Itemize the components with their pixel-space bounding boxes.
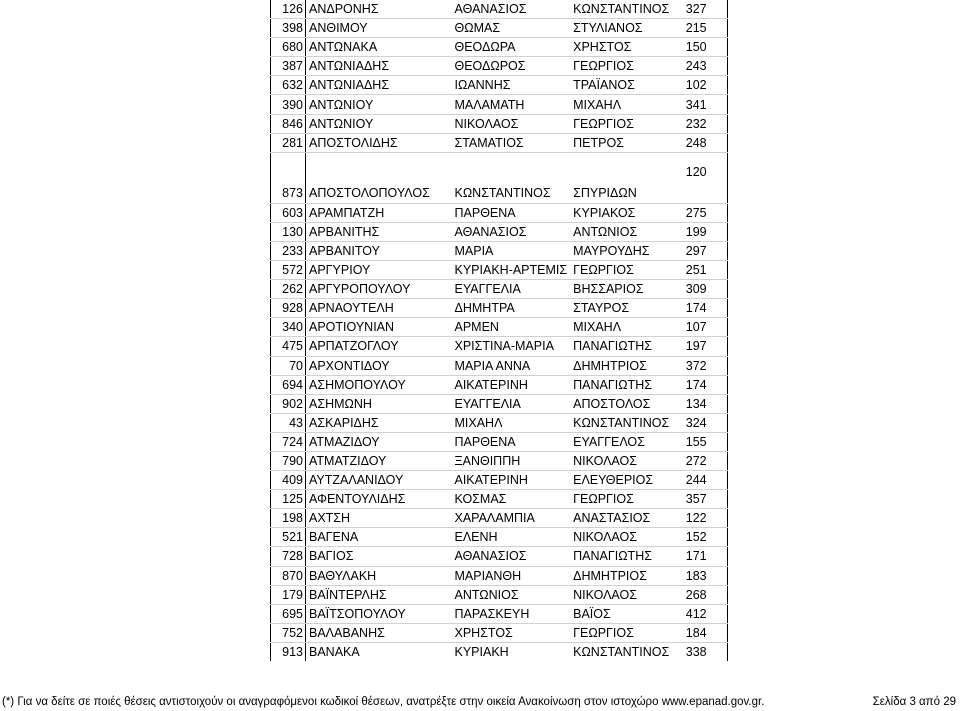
first-name-cell: ΧΡΙΣΤΙΝΑ-ΜΑΡΙΑ xyxy=(452,337,571,356)
position-code-cell: 152 xyxy=(673,528,727,547)
position-code-cell: 268 xyxy=(673,585,727,604)
position-code-cell: 183 xyxy=(673,566,727,585)
father-name-cell: ΤΡΑΪΑΝΟΣ xyxy=(570,76,673,95)
table-row xyxy=(271,241,728,260)
position-code-cell: 107 xyxy=(673,318,727,337)
position-code-cell: 309 xyxy=(673,280,727,299)
first-name-cell: ΣΤΑΜΑΤΙΟΣ xyxy=(452,133,571,152)
row-id-cell: 398 xyxy=(271,19,306,38)
father-name-cell: ΜΑΥΡΟΥΔΗΣ xyxy=(570,241,673,260)
surname-cell: ΑΤΜΑΤΖΙΔΟΥ xyxy=(306,451,452,470)
row-id-cell: 409 xyxy=(271,471,306,490)
first-name-cell: ΠΑΡΘΕΝΑ xyxy=(452,432,571,451)
table-row xyxy=(271,490,728,509)
position-code-cell: 272 xyxy=(673,451,727,470)
table-row xyxy=(271,318,728,337)
first-name-cell: ΑΘΑΝΑΣΙΟΣ xyxy=(452,547,571,566)
surname-cell: ΑΝΤΩΝΙΟΥ xyxy=(306,95,452,114)
first-name-cell: ΧΡΗΣΤΟΣ xyxy=(452,623,571,642)
row-id-cell: 387 xyxy=(271,57,306,76)
position-code-cell: 327 xyxy=(673,0,727,19)
father-name-cell: ΝΙΚΟΛΑΟΣ xyxy=(570,585,673,604)
surname-cell: ΑΝΤΩΝΑΚΑ xyxy=(306,38,452,57)
row-id-cell: 752 xyxy=(271,623,306,642)
row-id-cell: 928 xyxy=(271,299,306,318)
table-row xyxy=(271,114,728,133)
row-id-cell: 521 xyxy=(271,528,306,547)
first-name-cell: ΠΑΡΘΕΝΑ xyxy=(452,203,571,222)
father-name-cell: ΣΤΑΥΡΟΣ xyxy=(570,299,673,318)
row-id-cell: 632 xyxy=(271,76,306,95)
table-row xyxy=(271,585,728,604)
surname-cell: ΑΤΜΑΖΙΔΟΥ xyxy=(306,432,452,451)
surname-cell: ΑΝΤΩΝΙΟΥ xyxy=(306,114,452,133)
first-name-cell: ΑΝΤΩΝΙΟΣ xyxy=(452,585,571,604)
position-code-cell: 122 xyxy=(673,509,727,528)
surname-cell: ΑΣΗΜΟΠΟΥΛΟΥ xyxy=(306,375,452,394)
table-row xyxy=(271,57,728,76)
position-code-cell: 244 xyxy=(673,471,727,490)
table-row xyxy=(271,356,728,375)
table-row xyxy=(271,152,728,203)
table-row xyxy=(271,642,728,661)
position-code-cell: 341 xyxy=(673,95,727,114)
father-name-cell: ΑΠΟΣΤΟΛΟΣ xyxy=(570,394,673,413)
row-id-cell: 724 xyxy=(271,432,306,451)
first-name-cell: ΚΩΝΣΤΑΝΤΙΝΟΣ xyxy=(452,152,571,203)
row-id-cell: 70 xyxy=(271,356,306,375)
father-name-cell: ΕΥΑΓΓΕΛΟΣ xyxy=(570,432,673,451)
table-row xyxy=(271,451,728,470)
first-name-cell: ΘΕΟΔΩΡΟΣ xyxy=(452,57,571,76)
first-name-cell: ΙΩΑΝΝΗΣ xyxy=(452,76,571,95)
father-name-cell: ΔΗΜΗΤΡΙΟΣ xyxy=(570,356,673,375)
table-row xyxy=(271,133,728,152)
surname-cell: ΑΝΔΡΟΝΗΣ xyxy=(306,0,452,19)
position-code-cell: 174 xyxy=(673,375,727,394)
father-name-cell: ΓΕΩΡΓΙΟΣ xyxy=(570,114,673,133)
surname-cell: ΑΡΒΑΝΙΤΗΣ xyxy=(306,222,452,241)
surname-cell: ΑΡΑΜΠΑΤΖΗ xyxy=(306,203,452,222)
position-code-cell: 324 xyxy=(673,413,727,432)
first-name-cell: ΔΗΜΗΤΡΑ xyxy=(452,299,571,318)
first-name-cell: ΞΑΝΘΙΠΠΗ xyxy=(452,451,571,470)
surname-cell: ΑΝΘΙΜΟΥ xyxy=(306,19,452,38)
position-code-cell: 275 xyxy=(673,203,727,222)
row-id-cell: 126 xyxy=(271,0,306,19)
first-name-cell: ΠΑΡΑΣΚΕΥΗ xyxy=(452,604,571,623)
position-code-cell: 197 xyxy=(673,337,727,356)
position-code-cell: 134 xyxy=(673,394,727,413)
father-name-cell: ΝΙΚΟΛΑΟΣ xyxy=(570,528,673,547)
table-row xyxy=(271,19,728,38)
father-name-cell: ΝΙΚΟΛΑΟΣ xyxy=(570,451,673,470)
row-id-cell: 475 xyxy=(271,337,306,356)
surname-cell: ΒΑΘΥΛΑΚΗ xyxy=(306,566,452,585)
father-name-cell: ΑΝΤΩΝΙΟΣ xyxy=(570,222,673,241)
position-code-cell: 232 xyxy=(673,114,727,133)
table-row xyxy=(271,76,728,95)
first-name-cell: ΑΙΚΑΤΕΡΙΝΗ xyxy=(452,471,571,490)
table-row xyxy=(271,394,728,413)
father-name-cell: ΓΕΩΡΓΙΟΣ xyxy=(570,261,673,280)
father-name-cell: ΕΛΕΥΘΕΡΙΟΣ xyxy=(570,471,673,490)
table-row xyxy=(271,566,728,585)
row-id-cell: 603 xyxy=(271,203,306,222)
father-name-cell: ΒΑΪΟΣ xyxy=(570,604,673,623)
father-name-cell: ΠΑΝΑΓΙΩΤΗΣ xyxy=(570,375,673,394)
row-id-cell: 233 xyxy=(271,241,306,260)
table-row xyxy=(271,0,728,19)
table-row xyxy=(271,222,728,241)
position-code-cell: 184 xyxy=(673,623,727,642)
position-code-cell: 372 xyxy=(673,356,727,375)
table-row xyxy=(271,280,728,299)
father-name-cell: ΣΠΥΡΙΔΩΝ xyxy=(570,152,673,203)
row-id-cell: 390 xyxy=(271,95,306,114)
surname-cell: ΑΡΓΥΡΟΠΟΥΛΟΥ xyxy=(306,280,452,299)
position-code-cell: 412 xyxy=(673,604,727,623)
position-code-cell: 243 xyxy=(673,57,727,76)
father-name-cell: ΠΕΤΡΟΣ xyxy=(570,133,673,152)
position-code-cell: 155 xyxy=(673,432,727,451)
row-id-cell: 43 xyxy=(271,413,306,432)
father-name-cell: ΚΩΝΣΤΑΝΤΙΝΟΣ xyxy=(573,644,670,659)
footer-note: (*) Για να δείτε σε ποιές θέσεις αντιστοιχούν οι αναγραφόμενοι κωδικοί θέσεων, ανατρέξτε στην οικεία Ανακοίνωση στον ιστοχώρο www.epanad.gov.gr. xyxy=(2,696,765,708)
results-table xyxy=(270,0,728,661)
row-id-cell: 680 xyxy=(271,38,306,57)
surname-cell: ΒΑΪΝΤΕΡΛΗΣ xyxy=(306,585,452,604)
first-name-cell: ΧΑΡΑΛΑΜΠΙΑ xyxy=(452,509,571,528)
row-id-cell: 179 xyxy=(271,585,306,604)
position-code-cell: 102 xyxy=(673,76,727,95)
row-id-cell: 125 xyxy=(271,490,306,509)
surname-cell: ΑΥΤΖΑΛΑΝΙΔΟΥ xyxy=(306,471,452,490)
surname-cell: ΑΡΠΑΤΖΟΓΛΟΥ xyxy=(306,337,452,356)
position-code-cell: 338 xyxy=(673,642,727,661)
first-name-cell: ΜΑΡΙΑΝΘΗ xyxy=(452,566,571,585)
table-row xyxy=(271,528,728,547)
first-name-cell: ΚΥΡΙΑΚΗ-ΑΡΤΕΜΙΣ xyxy=(452,261,571,280)
first-name-cell: ΕΥΑΓΓΕΛΙΑ xyxy=(452,394,571,413)
position-code-cell: 199 xyxy=(673,222,727,241)
father-name-cell: ΣΤΥΛΙΑΝΟΣ xyxy=(570,19,673,38)
surname-cell: ΒΑΛΑΒΑΝΗΣ xyxy=(306,623,452,642)
position-code-cell: 248 xyxy=(673,133,727,152)
first-name-cell: ΜΑΡΙΑ ΑΝΝΑ xyxy=(452,356,571,375)
table-row xyxy=(271,623,728,642)
table-row xyxy=(271,413,728,432)
surname-cell: ΒΑΝΑΚΑ xyxy=(309,644,360,659)
table-row xyxy=(271,38,728,57)
position-code-cell: 357 xyxy=(673,490,727,509)
surname-cell: ΑΦΕΝΤΟΥΛΙΔΗΣ xyxy=(306,490,452,509)
row-id-cell: 130 xyxy=(271,222,306,241)
table-row xyxy=(271,432,728,451)
first-name-cell: ΑΘΑΝΑΣΙΟΣ xyxy=(452,222,571,241)
surname-cell: ΑΝΤΩΝΙΑΔΗΣ xyxy=(306,57,452,76)
row-id-cell: 262 xyxy=(271,280,306,299)
first-name-cell: ΕΥΑΓΓΕΛΙΑ xyxy=(452,280,571,299)
first-name-cell: ΑΡΜΕΝ xyxy=(452,318,571,337)
first-name-cell: ΚΥΡΙΑΚΗ xyxy=(454,644,509,659)
first-name-cell: ΑΙΚΑΤΕΡΙΝΗ xyxy=(452,375,571,394)
first-name-cell: ΑΘΑΝΑΣΙΟΣ xyxy=(452,0,571,19)
position-code-cell: 120 xyxy=(673,152,727,203)
first-name-cell: ΜΙΧΑΗΛ xyxy=(452,413,571,432)
row-id-cell: 846 xyxy=(271,114,306,133)
row-id-cell: 198 xyxy=(271,509,306,528)
first-name-cell: ΘΩΜΑΣ xyxy=(452,19,571,38)
row-id-cell: 873 xyxy=(271,152,306,203)
surname-cell: ΒΑΓΕΝΑ xyxy=(306,528,452,547)
position-code-cell: 251 xyxy=(673,261,727,280)
father-name-cell: ΠΑΝΑΓΙΩΤΗΣ xyxy=(570,547,673,566)
father-name-cell: ΒΗΣΣΑΡΙΟΣ xyxy=(570,280,673,299)
father-name-cell: ΚΩΝΣΤΑΝΤΙΝΟΣ xyxy=(570,413,673,432)
father-name-cell: ΜΙΧΑΗΛ xyxy=(570,95,673,114)
row-id-cell: 902 xyxy=(271,394,306,413)
row-id-cell: 728 xyxy=(271,547,306,566)
page-number: Σελίδα 3 από 29 xyxy=(872,696,956,708)
surname-cell: ΑΡΒΑΝΙΤΟΥ xyxy=(306,241,452,260)
surname-cell: ΑΣΚΑΡΙΔΗΣ xyxy=(306,413,452,432)
table-row xyxy=(271,95,728,114)
table-row xyxy=(271,547,728,566)
surname-cell: ΑΣΗΜΩΝΗ xyxy=(306,394,452,413)
surname-cell: ΑΧΤΣΗ xyxy=(306,509,452,528)
first-name-cell: ΕΛΕΝΗ xyxy=(452,528,571,547)
results-table-body xyxy=(271,0,728,661)
surname-cell: ΑΡΝΑΟΥΤΕΛΗ xyxy=(306,299,452,318)
position-code-cell: 297 xyxy=(673,241,727,260)
row-id-cell: 572 xyxy=(271,261,306,280)
surname-cell: ΑΡΟΤΙΟΥΝΙΑΝ xyxy=(306,318,452,337)
row-id-cell: 694 xyxy=(271,375,306,394)
father-name-cell: ΠΑΝΑΓΙΩΤΗΣ xyxy=(570,337,673,356)
surname-cell: ΑΝΤΩΝΙΑΔΗΣ xyxy=(306,76,452,95)
father-name-cell: ΜΙΧΑΗΛ xyxy=(570,318,673,337)
first-name-cell: ΜΑΡΙΑ xyxy=(452,241,571,260)
surname-cell: ΑΠΟΣΤΟΛΙΔΗΣ xyxy=(306,133,452,152)
father-name-cell: ΓΕΩΡΓΙΟΣ xyxy=(570,490,673,509)
table-row xyxy=(271,261,728,280)
first-name-cell: ΘΕΟΔΩΡΑ xyxy=(452,38,571,57)
first-name-cell: ΜΑΛΑΜΑΤΗ xyxy=(452,95,571,114)
father-name-cell: ΚΥΡΙΑΚΟΣ xyxy=(570,203,673,222)
table-row xyxy=(271,337,728,356)
table-row xyxy=(271,604,728,623)
row-id-cell: 870 xyxy=(271,566,306,585)
surname-cell: ΒΑΪΤΣΟΠΟΥΛΟΥ xyxy=(306,604,452,623)
row-id-cell: 695 xyxy=(271,604,306,623)
surname-cell: ΑΡΧΟΝΤΙΔΟΥ xyxy=(306,356,452,375)
surname-cell: ΑΡΓΥΡΙΟΥ xyxy=(306,261,452,280)
table-row xyxy=(271,375,728,394)
father-name-cell: ΔΗΜΗΤΡΙΟΣ xyxy=(570,566,673,585)
surname-cell: ΑΠΟΣΤΟΛΟΠΟΥΛΟΣ xyxy=(306,152,452,203)
position-code-cell: 215 xyxy=(673,19,727,38)
table-row xyxy=(271,509,728,528)
table-row xyxy=(271,471,728,490)
position-code-cell: 150 xyxy=(673,38,727,57)
position-code-cell: 171 xyxy=(673,547,727,566)
row-id-cell: 281 xyxy=(271,133,306,152)
first-name-cell: ΝΙΚΟΛΑΟΣ xyxy=(452,114,571,133)
surname-cell: ΒΑΓΙΟΣ xyxy=(306,547,452,566)
father-name-cell: ΑΝΑΣΤΑΣΙΟΣ xyxy=(570,509,673,528)
father-name-cell: ΓΕΩΡΓΙΟΣ xyxy=(570,57,673,76)
father-name-cell: ΓΕΩΡΓΙΟΣ xyxy=(570,623,673,642)
row-id-cell: 790 xyxy=(271,451,306,470)
position-code-cell: 174 xyxy=(673,299,727,318)
table-row xyxy=(271,299,728,318)
row-id-cell: 340 xyxy=(271,318,306,337)
table-row xyxy=(271,203,728,222)
father-name-cell: ΧΡΗΣΤΟΣ xyxy=(570,38,673,57)
row-id-cell: 913 xyxy=(271,642,306,661)
first-name-cell: ΚΟΣΜΑΣ xyxy=(452,490,571,509)
father-name-cell: ΚΩΝΣΤΑΝΤΙΝΟΣ xyxy=(570,0,673,19)
